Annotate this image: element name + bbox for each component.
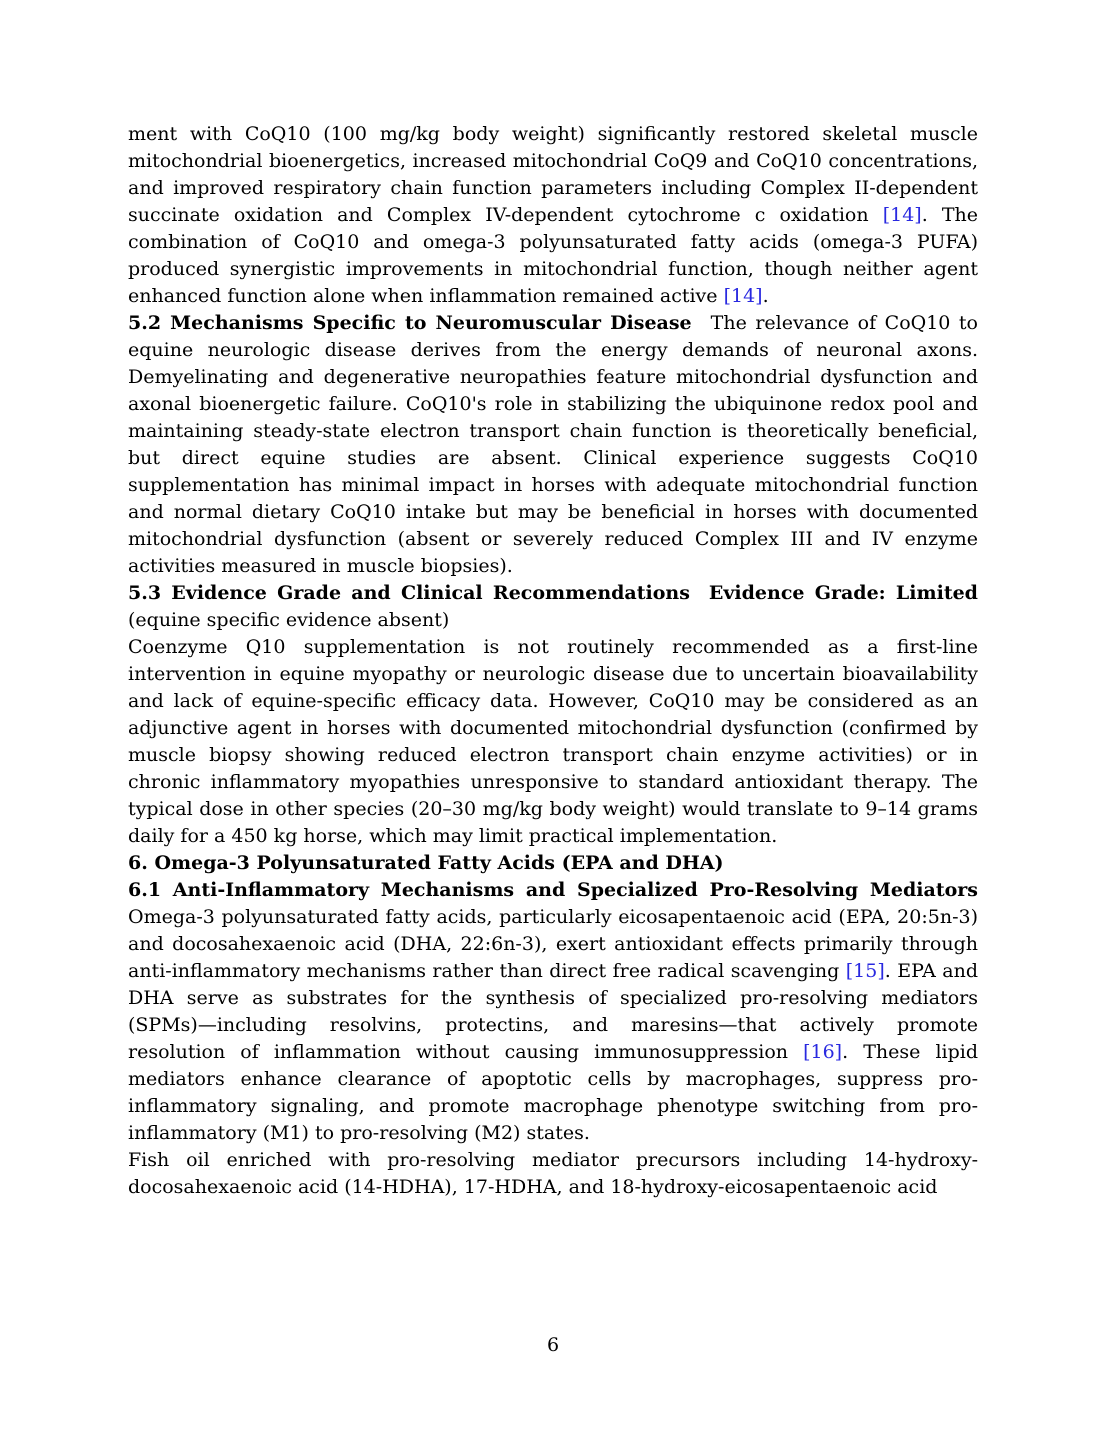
text-segment: 6. Omega-3 Polyunsaturated Fatty Acids (EPA and DHA): [128, 852, 724, 874]
page-footer: [128, 1332, 978, 1359]
section-5-3-evidence-grade: [128, 580, 978, 634]
text-segment: Omega-3 polyunsaturated fatty acids, particularly eicosapentaenoic acid (EPA, 20:5n-3) and docosahexaenoic acid (DHA, 22:6n-3), exert antioxidant effects primarily through anti-inflammatory mechanisms rather than direct free radical scavenging: [128, 906, 978, 982]
section-6-1-anti-inflammatory: [128, 877, 978, 1147]
paragraph-coq10-continuation: [128, 121, 978, 310]
text-segment: Evidence Grade: Limited: [708, 582, 978, 604]
text-segment: . These lipid mediators enhance clearance of apoptotic cells by macrophages, suppress pro-inflammatory signaling, and promote macrophage phenotype switching from pro-inflammatory (M1) to pro-resolving (M2) states.: [128, 1041, 979, 1144]
citation-link[interactable]: [16]: [803, 1041, 843, 1063]
text-segment: Fish oil enriched with pro-resolving mediator precursors including 14-hydroxy-docosahexaenoic acid (14-HDHA), 17-HDHA, and 18-hydroxy-eicosapentaenoic acid: [128, 1149, 978, 1198]
paragraph-fish-oil: [128, 1147, 978, 1201]
text-segment: The relevance of CoQ10 to equine neurologic disease derives from the energy demands of neuronal axons. Demyelinating and degenerative neuropathies feature mitochondrial dysfunction and axonal bioenergetic failure. CoQ10's role in stabilizing the ubiquinone redox pool and maintaining steady-state electron transport chain function is theoretically beneficial, but direct equine studies are absent. Clinical experience suggests CoQ10 supplementation has minimal impact in horses with adequate mitochondrial function and normal dietary CoQ10 intake but may be beneficial in horses with documented mitochondrial dysfunction (absent or severely reduced Complex III and IV enzyme activities measured in muscle biopsies).: [128, 312, 978, 577]
citation-link[interactable]: [14]: [882, 204, 922, 226]
text-segment: . EPA and DHA serve as substrates for the synthesis of specialized pro-resolving mediators (SPMs)—including resolvins, protectins, and maresins—that actively promote resolution of inflammation without causing immunosuppression: [128, 960, 978, 1063]
text-segment: [690, 582, 709, 604]
section-5-2-mechanisms-neuromuscular: [128, 310, 978, 580]
text-segment: 5.2 Mechanisms Specific to Neuromuscular Disease: [128, 312, 692, 334]
section-6-omega-3-heading: [128, 850, 978, 877]
text-segment: ment with CoQ10 (100 mg/kg body weight) significantly restored skeletal muscle mitochondrial bioenergetics, increased mitochondrial CoQ9 and CoQ10 concentrations, and improved respiratory chain function parameters including Complex II-dependent succinate oxidation and Complex IV-dependent cytochrome c oxidation: [128, 123, 978, 226]
text-segment: 5.3 Evidence Grade and Clinical Recommendations: [128, 582, 690, 604]
text-segment: Coenzyme Q10 supplementation is not routinely recommended as a first-line intervention in equine myopathy or neurologic disease due to uncertain bioavailability and lack of equine-specific efficacy data. However, CoQ10 may be considered as an adjunctive agent in horses with documented mitochondrial dysfunction (confirmed by muscle biopsy showing reduced electron transport chain enzyme activities) or in chronic inflammatory myopathies unresponsive to standard antioxidant therapy. The typical dose in other species (20–30 mg/kg body weight) would translate to 9–14 grams daily for a 450 kg horse, which may limit practical implementation.: [128, 636, 978, 847]
citation-link[interactable]: [14]: [723, 285, 763, 307]
paragraph-coq10-recommendation: [128, 634, 978, 850]
text-segment: (equine specific evidence absent): [128, 609, 450, 631]
text-segment: .: [762, 285, 769, 307]
text-segment: . The combination of CoQ10 and omega-3 polyunsaturated fatty acids (omega-3 PUFA) produced synergistic improvements in mitochondrial function, though neither agent enhanced function alone when inflammation remained active: [128, 204, 978, 307]
text-segment: 6.1 Anti-Inflammatory Mechanisms and Specialized Pro-Resolving Mediators: [128, 879, 978, 901]
page-number: 6: [546, 1334, 560, 1356]
citation-link[interactable]: [15]: [845, 960, 885, 982]
